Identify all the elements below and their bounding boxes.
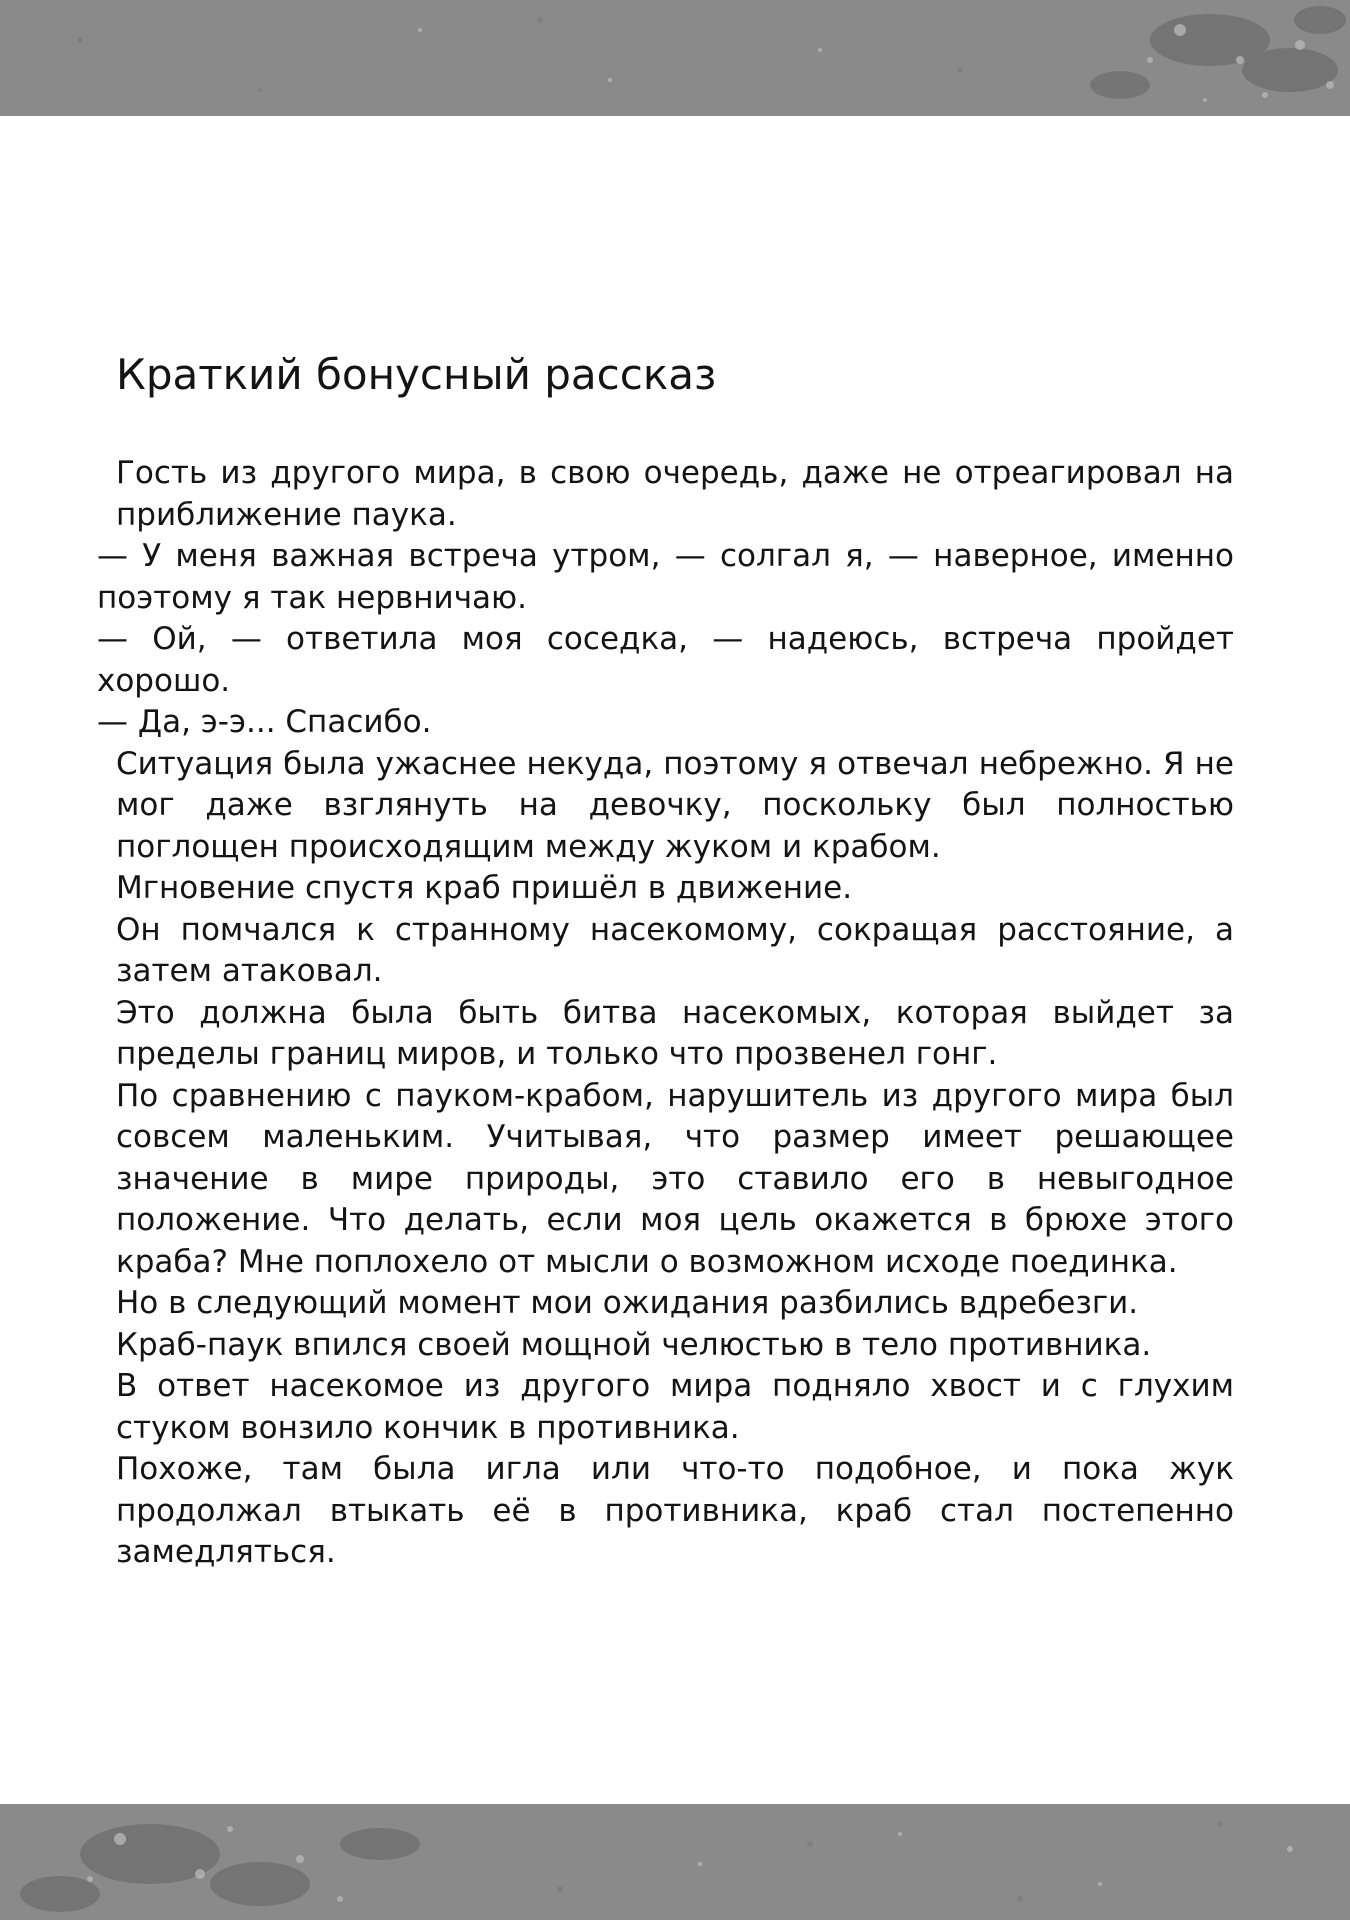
bottom-band-texture — [0, 1804, 1350, 1920]
top-band-texture — [0, 0, 1350, 116]
paragraph: Он помчался к странному насекомому, сокращая расстояние, а затем атаковал. — [116, 911, 1234, 989]
paragraph: В ответ насекомое из другого мира подняло хвост и с глухим стуком вонзило кончик в противника. — [116, 1368, 1234, 1446]
paragraph: Ситуация была ужаснее некуда, поэтому я отвечал небрежно. Я не мог даже взглянуть на девочку, поскольку был полностью поглощен происходящим между жуком и крабом. — [116, 745, 1234, 865]
page-title: Краткий бонусный рассказ — [116, 350, 717, 399]
paragraph: Мгновение спустя краб пришёл в движение. — [116, 870, 853, 906]
dialog-line: — У меня важная встреча утром, — солгал я, — наверное, именно поэтому я так нервничаю. — [97, 538, 1234, 616]
paragraph: Это должна была быть битва насекомых, которая выйдет за пределы границ миров, и только что прозвенел гонг. — [116, 994, 1234, 1072]
top-grunge-band — [0, 0, 1350, 116]
paragraph: Краб-паук впился своей мощной челюстью в тело противника. — [116, 1326, 1152, 1363]
bottom-grunge-band — [0, 1804, 1350, 1920]
paragraph: Но в следующий момент мои ожидания разбились вдребезги. — [116, 1285, 1139, 1321]
dialog-line: — Да, э-э... Спасибо. — [97, 704, 432, 740]
paragraph: По сравнению с пауком-крабом, нарушитель из другого мира был совсем маленьким. Учитывая, что размер имеет решающее значение в мире природы, это ставило его в невыгодное положение. Что делать, если моя цель окажется в брюхе этого краба? Мне поплохело от мысли о возможном исходе поединка. — [116, 1077, 1234, 1280]
dialog-line: — Ой, — ответила моя соседка, — надеюсь, встреча пройдет хорошо. — [97, 621, 1234, 699]
paragraph: Похоже, там была игла или что-то подобное, и пока жук продолжал втыкать её в противника, краб стал постепенно замедляться. — [116, 1451, 1234, 1570]
story-body — [97, 453, 1234, 1574]
paragraph: Гость из другого мира, в свою очередь, даже не отреагировал на приближение паука. — [116, 455, 1234, 533]
